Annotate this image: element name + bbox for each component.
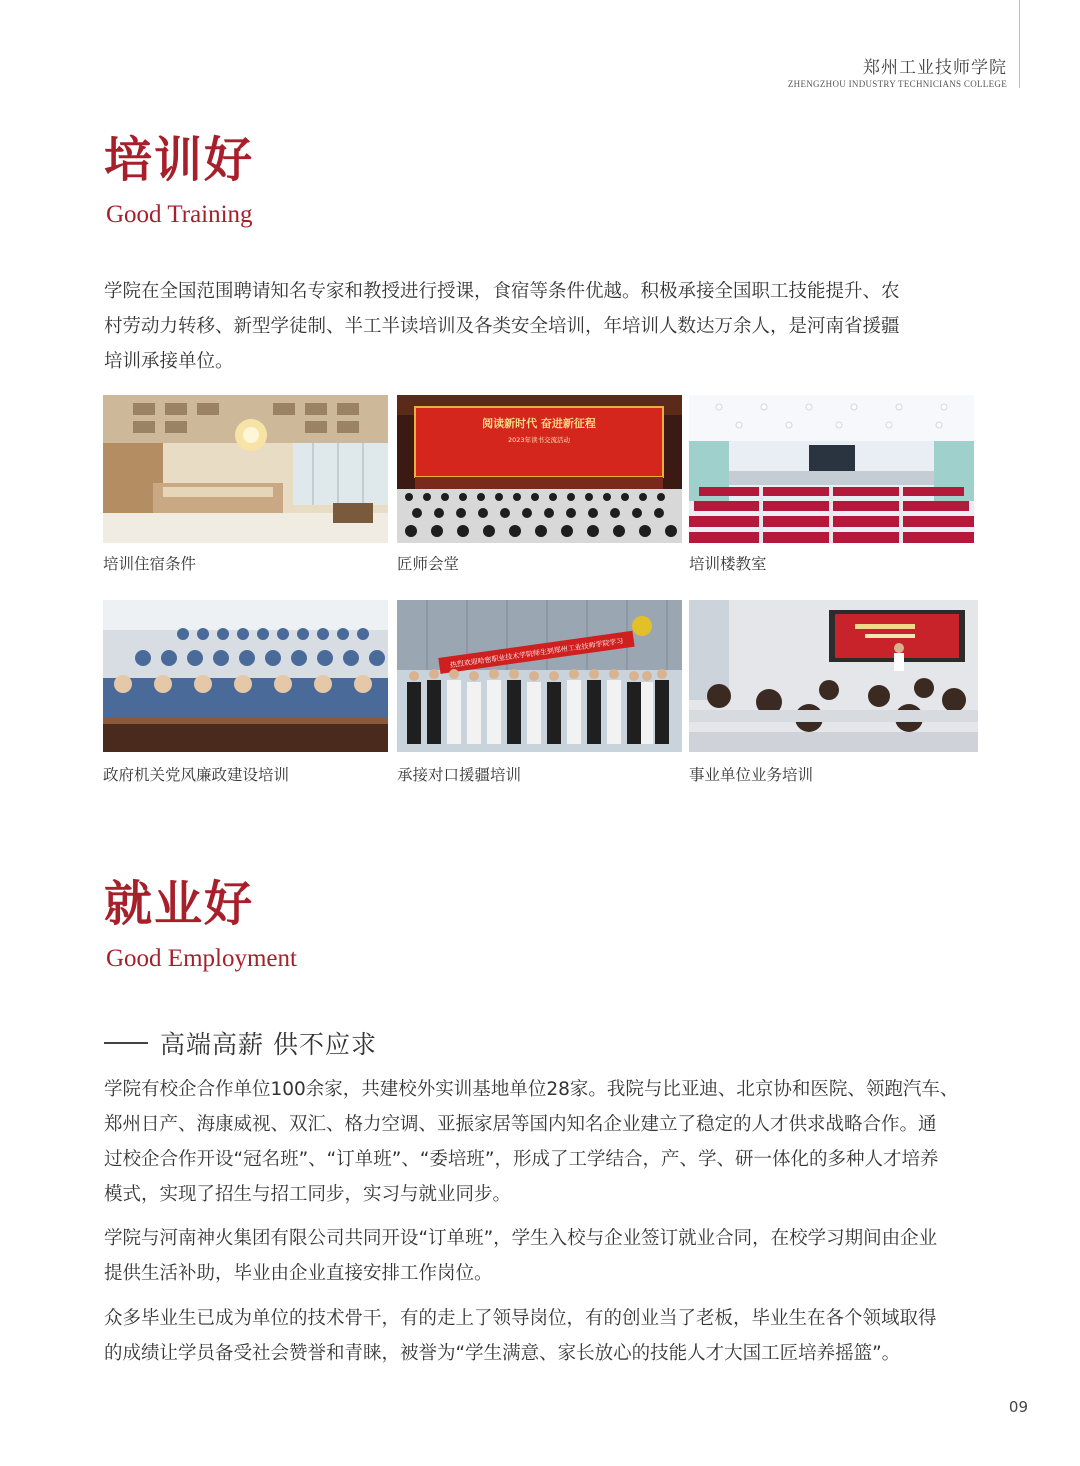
paragraph-line: 的成绩让学员备受社会赞誉和青睐，被誉为“学生满意、家长放心的技能人才大国工匠培养摇篮”。 [104, 1343, 901, 1364]
photo-caption: 培训楼教室 [689, 555, 767, 573]
training-subtitle: Good Training [106, 201, 253, 228]
photo-officials [103, 600, 388, 752]
employment-subtitle: Good Employment [106, 945, 297, 972]
photo-xinjiang-group [397, 600, 682, 752]
header-divider [1019, 0, 1020, 88]
photo-classroom [689, 395, 974, 543]
training-title: 培训好 [104, 132, 255, 188]
photo-caption: 承接对口援疆培训 [397, 766, 522, 784]
photo-caption: 事业单位业务培训 [689, 766, 814, 784]
auditorium-subbanner: 2023年读书交流活动 [507, 436, 571, 444]
training-intro [104, 274, 984, 379]
photo-institution-training [689, 600, 978, 752]
employment-subheading [104, 1025, 377, 1061]
paragraph-line: 模式，实现了招生与招工同步，实习与就业同步。 [104, 1184, 512, 1205]
auditorium-banner: 阅读新时代 奋进新征程 [482, 417, 596, 430]
employment-paragraph-3 [104, 1301, 984, 1371]
photo-caption: 政府机关党风廉政建设培训 [103, 766, 290, 784]
training-intro-line: 学院在全国范围聘请知名专家和教授进行授课，食宿等条件优越。积极承接全国职工技能提升、农 [104, 281, 900, 302]
photo-auditorium [397, 395, 682, 543]
employment-paragraph-1 [104, 1072, 984, 1212]
paragraph-line: 众多毕业生已成为单位的技术骨干，有的走上了领导岗位，有的创业当了老板，毕业生在各个领域取得 [104, 1308, 937, 1329]
photo-caption: 培训住宿条件 [103, 555, 197, 573]
group-banner: 热烈欢迎哈密职业技术学院师生到郑州工业技师学院学习 [449, 637, 624, 670]
employment-title: 就业好 [104, 876, 255, 932]
training-intro-line: 培训承接单位。 [104, 351, 234, 372]
photo-accommodation [103, 395, 388, 543]
college-name-cn: 郑州工业技师学院 [863, 58, 1007, 78]
page-number: 09 [1008, 1398, 1028, 1416]
employment-paragraph-2 [104, 1221, 984, 1291]
paragraph-line: 提供生活补助，毕业由企业直接安排工作岗位。 [104, 1263, 493, 1284]
college-name-en: ZHENGZHOU INDUSTRY TECHNICIANS COLLEGE [787, 79, 1007, 89]
subheading-text: 高端高薪 供不应求 [160, 1030, 377, 1059]
training-intro-line: 村劳动力转移、新型学徒制、半工半读培训及各类安全培训，年培训人数达万余人，是河南省援疆 [104, 316, 900, 337]
subheading-dash [104, 1042, 148, 1044]
photo-caption: 匠师会堂 [397, 555, 460, 573]
paragraph-line: 学院有校企合作单位100余家，共建校外实训基地单位28家。我院与比亚迪、北京协和医院、领跑汽车、 [104, 1079, 959, 1100]
paragraph-line: 郑州日产、海康威视、双汇、格力空调、亚振家居等国内知名企业建立了稳定的人才供求战略合作。通 [104, 1114, 937, 1135]
paragraph-line: 学院与河南神火集团有限公司共同开设“订单班”，学生入校与企业签订就业合同，在校学习期间由企业 [104, 1228, 938, 1249]
paragraph-line: 过校企合作开设“冠名班”、“订单班”、“委培班”，形成了工学结合，产、学、研一体化的多种人才培养 [104, 1149, 939, 1170]
college-brand [788, 58, 1007, 90]
